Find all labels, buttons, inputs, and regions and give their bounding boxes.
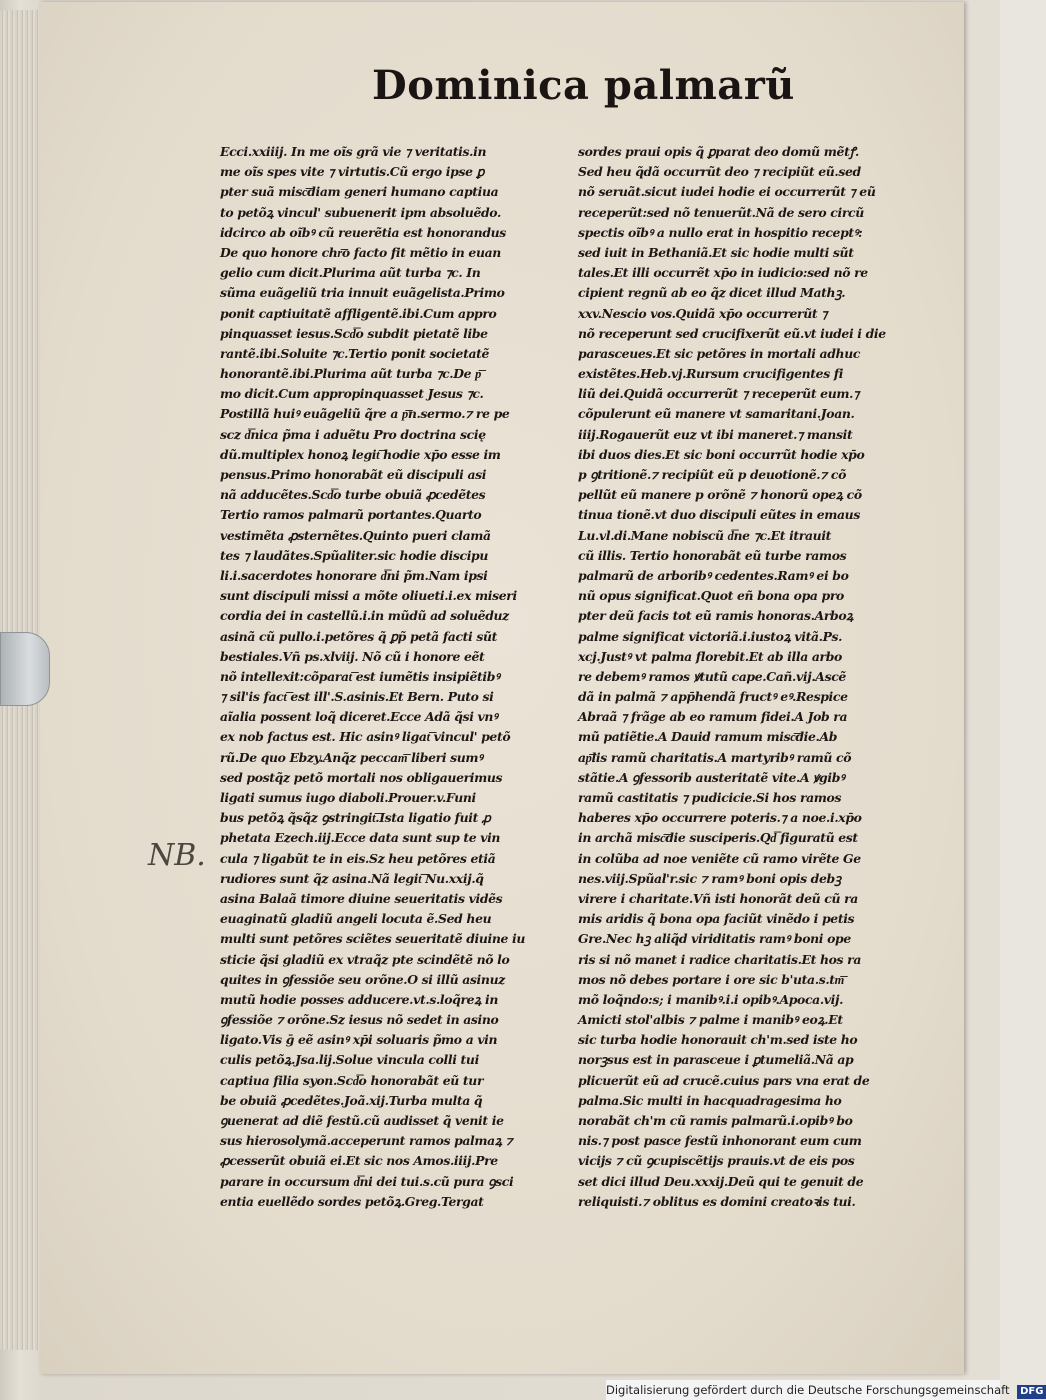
- text-line: dũ.multiplex honoꝝ legit͞ hodie xp̄o esse im: [220, 446, 501, 462]
- text-line: xcj.Justꝰ vt palma florebit.Et ab illa arbo: [578, 648, 842, 664]
- text-line: sed iuit in Bethaniã.Et sic hodie multi sũt: [578, 244, 854, 260]
- text-line: ponit captiuitatẽ affligentẽ.ibi.Cum appro: [220, 305, 497, 321]
- text-line: mos nõ debes portare i ore sic b'uta.s.tm͞: [578, 971, 844, 987]
- text-line: norꝫsus est in parasceue i ꝑtumeliã.Nã ap: [578, 1052, 854, 1068]
- text-line: Abraã ⁊ frãge ab eo ramum fidei.A Job ra: [578, 709, 848, 725]
- text-line: sunt discipuli missi a mõte oliueti.i.ex miseri: [220, 588, 517, 604]
- text-line: cũ illis. Tertio honorabãt eũ turbe ramos: [578, 547, 847, 563]
- text-line: pter deũ facis tot eũ ramis honoras.Arboꝝ: [578, 608, 854, 624]
- text-line: Amicti stol'albis ⁊ palme i manibꝰ eoꝝ.Et: [578, 1012, 843, 1028]
- text-line: pter suã misc͞diam generi humano captiua: [220, 184, 499, 200]
- left-text-column: [220, 142, 560, 1212]
- text-line: dã in palmã ⁊ app̄hendã fructꝰ eꝰ.Respice: [578, 689, 848, 705]
- right-text-column: [578, 142, 918, 1212]
- text-line: p ꝯtritionẽ.⁊ recipiũt eũ p deuotionẽ.⁊ cõ: [578, 467, 847, 482]
- text-line: aĩalia possent loq̃ diceret.Ecce Adã q̃si vnꝰ: [220, 709, 498, 725]
- text-line: nã adducẽtes.Scd͞o turbe obuiã ꝓcedẽtes: [220, 487, 486, 503]
- text-line: haberes xp̄o occurrere poteris.⁊ a noe.i.xp̄o: [578, 810, 862, 826]
- funding-notice: Digitalisierung gefördert durch die Deutsche Forschungsgemeinschaft: [606, 1383, 1010, 1397]
- text-line: stãtie.A ꝯfessorib austeritatẽ vite.A ꝟgibꝰ: [578, 769, 845, 785]
- text-line: sic turba hodie honorauit ch'm.sed iste ho: [578, 1032, 858, 1048]
- digitization-footer: [606, 1380, 1044, 1400]
- text-line: me oĩs spes vite ⁊ virtutis.Cũ ergo ipse ꝑ: [220, 164, 485, 180]
- text-line: virere i charitate.Vñ isti honorãt deũ cũ ra: [578, 890, 858, 906]
- text-line: asinã cũ pullo.i.petõres q̃ ꝑp̃ petã facti sũt: [220, 628, 498, 644]
- text-line: pellũt eũ manere p orõnẽ ⁊ honorũ opeꝝ cõ: [578, 487, 862, 503]
- text-line: nũ opus significat.Quot eñ bona opa pro: [578, 588, 844, 604]
- text-line: set dici illud Deu.xxxij.Deũ qui te genuit de: [578, 1173, 864, 1189]
- text-line: idcirco ab oĩbꝰ cũ reuerẽtia est honorandus: [220, 224, 506, 240]
- text-line: Ecci.xxiiij. In me oĩs grã vie ⁊ veritatis.in: [220, 144, 487, 159]
- text-line: nis.⁊ post pasce festũ inhonorant eum cum: [578, 1133, 862, 1149]
- text-line: cõpulerunt eũ manere vt samaritani.Joan.: [578, 406, 855, 422]
- text-line: pensus.Primo honorabãt eũ discipuli asi: [220, 467, 487, 482]
- text-line: ris si nõ manet i radice charitatis.Et hos ra: [578, 951, 862, 967]
- text-line: xxv.Nescio vos.Quidã xp̄o occurrerũt ⁊: [578, 305, 828, 321]
- text-line: tales.Et illi occurrẽt xp̄o in iudicio:sed nõ re: [578, 265, 868, 281]
- text-line: li.i.sacerdotes honorare d͞ni p̃m.Nam ipsi: [220, 567, 488, 583]
- text-line: palme significat victoriã.i.iustoꝝ vitã.Ps.: [578, 628, 843, 644]
- text-line: plicuerũt eũ ad crucẽ.cuius pars vna erat de: [578, 1072, 870, 1088]
- text-line: re debemꝰ ramos ꝟtutũ cape.Cañ.vij.Ascẽ: [578, 668, 846, 684]
- text-line: ꝯfessiõe ⁊ orõne.Sz iesus nõ sedet in asino: [220, 1012, 499, 1028]
- text-line: in colũba ad noe veniẽte cũ ramo virẽte Ge: [578, 850, 861, 866]
- text-line: ex nob factus est. Hic asinꝰ ligat͞ vincul' petõ: [220, 729, 511, 745]
- text-line: captiua filia syon.Scd͞o honorabãt eũ tur: [220, 1072, 484, 1088]
- text-line: rũ.De quo Ebzy.Anq̃z peccam͞ liberi sumꝰ: [220, 749, 483, 765]
- text-line: liũ dei.Quidã occurrerũt ⁊ receperũt eum.⁊: [578, 386, 859, 402]
- text-line: iiij.Rogauerũt euz vt ibi maneret.⁊ mansit: [578, 426, 853, 442]
- text-line: existẽtes.Heb.vj.Rursum crucifigentes fi: [578, 366, 844, 382]
- text-line: phetata Ezech.iij.Ecce data sunt sup te vin: [220, 830, 501, 846]
- text-line: ⁊ sil'is fact͞ est ill'.S.asinis.Et Bern. Puto si: [220, 689, 494, 705]
- dfg-logo: DFG: [1017, 1385, 1046, 1399]
- scanner-clip: [0, 632, 50, 706]
- text-line: be obuiã ꝓcedẽtes.Joã.xij.Turba multa q̃: [220, 1092, 483, 1108]
- text-line: mo dicit.Cum appropinquasset Jesus ⁊c.: [220, 386, 484, 402]
- text-line: multi sunt petõres sciẽtes seueritatẽ diuine iu: [220, 931, 526, 947]
- text-line: sũma euãgeliũ tria innuit euãgelista.Primo: [220, 285, 505, 301]
- text-line: palmarũ de arboribꝰ cedentes.Ramꝰ ei bo: [578, 567, 849, 583]
- text-line: parasceues.Et sic petõres in mortali adhuc: [578, 345, 861, 361]
- text-line: ligato.Vis ḡ eẽ asinꝰ xp̄i soluaris p̃mo a vin: [220, 1032, 498, 1048]
- text-line: rantẽ.ibi.Soluite ⁊c.Tertio ponit societatẽ: [220, 345, 490, 361]
- text-line: bestiales.Vñ ps.xlviij. Nõ cũ i honore eẽt: [220, 648, 485, 664]
- text-line: scz d͞nica p̃ma i aduẽtu Pro doctrina scię: [220, 426, 486, 442]
- text-line: Sed heu q̃dã occurrũt deo ⁊ recipiũt eũ.sed: [578, 164, 861, 180]
- text-line: De quo honore chr͞o facto fit mẽtio in euan: [220, 244, 501, 260]
- text-line: nõ intellexit:cõparat͞ est iumẽtis insipiẽtibꝰ: [220, 668, 500, 684]
- text-line: Postillã huiꝰ euãgeliũ q̃re a p͞n.sermo.⁊ re pe: [220, 406, 510, 422]
- text-line: Tertio ramos palmarũ portantes.Quarto: [220, 507, 482, 523]
- text-line: mõ loq̃ndo:s; i manibꝰ.i.i opibꝰ.Apoca.vij.: [578, 991, 844, 1007]
- text-line: sordes praui opis q̃ ꝑparat deo domũ mẽtꝭ.: [578, 144, 859, 159]
- text-line: Lu.vl.di.Mane nobiscũ d͞ne ⁊c.Et itrauit: [578, 527, 832, 543]
- text-line: ꝓcesserũt obuiã ei.Et sic nos Amos.iiij.Pre: [220, 1153, 498, 1169]
- text-line: mutũ hodie posses adducere.vt.s.loq̃reꝝ in: [220, 991, 498, 1007]
- text-line: rudiores sunt q̃z asina.Nã legit͞ Nu.xxij.q̃: [220, 870, 484, 886]
- text-line: nes.viij.Spũal'r.sic ⁊ ramꝰ boni opis debꝫ: [578, 870, 841, 886]
- text-line: vicijs ⁊ cũ ꝯcupiscẽtijs prauis.vt de eis pos: [578, 1153, 855, 1169]
- text-line: ꝯuenerat ad diẽ festũ.cũ audisset q̃ venit ie: [220, 1113, 504, 1128]
- text-line: Gre.Nec hꝫ aliq̃d viriditatis ramꝰ boni ope: [578, 931, 851, 947]
- text-line: sticie q̃si gladiũ ex vtraq̃z pte scindẽtẽ nõ lo: [220, 951, 510, 967]
- text-line: ibi duos dies.Et sic boni occurrũt hodie xp̄o: [578, 446, 865, 462]
- text-line: cipient regnũ ab eo q̃z dicet illud Mathꝫ.: [578, 285, 846, 301]
- text-line: entia euellẽdo sordes petõꝝ.Greg.Tergat: [220, 1193, 484, 1209]
- text-line: gelio cum dicit.Plurima aũt turba ⁊c. In: [220, 265, 481, 281]
- text-line: ap͞lis ramũ charitatis.A martyribꝰ ramũ cõ: [578, 749, 852, 765]
- text-line: nõ seruãt.sicut iudei hodie ei occurrerũt ⁊ eũ: [578, 184, 876, 200]
- text-line: tes ⁊ laudãtes.Spũaliter.sic hodie discipu: [220, 547, 489, 563]
- page-heading: Dominica palmarũ: [372, 62, 795, 109]
- text-line: ligati sumus iugo diaboli.Prouer.v.Funi: [220, 790, 476, 805]
- text-line: palma.Sic multi in hacquadragesima ho: [578, 1092, 842, 1108]
- text-line: cordia dei in castellũ.i.in mũdũ ad soluẽduz: [220, 608, 509, 624]
- text-line: vestimẽta ꝓsternẽtes.Quinto pueri clamã: [220, 527, 491, 543]
- text-line: ramũ castitatis ⁊ pudicicie.Si hos ramos: [578, 790, 842, 805]
- text-line: sus hierosolymã.acceperunt ramos palmaꝝ ⁊: [220, 1133, 513, 1149]
- text-line: parare in occursum d͞ni dei tui.s.cũ pura ꝯsci: [220, 1173, 514, 1189]
- text-line: in archã misc͞die susciperis.Qd͞ figuratũ est: [578, 830, 858, 846]
- text-line: euaginatũ gladiũ angeli locuta ẽ.Sed heu: [220, 911, 492, 927]
- text-line: honorantẽ.ibi.Plurima aũt turba ⁊c.De p͞: [220, 366, 481, 382]
- text-line: asina Balaã timore diuine seueritatis vidẽs: [220, 890, 503, 906]
- text-line: culis petõꝝ.Jsa.lij.Solue vincula colli tui: [220, 1052, 479, 1068]
- text-line: bus petõꝝ q̃sq̃z ꝯstringit͞.Ista ligatio fuit ꝓ: [220, 810, 491, 826]
- text-line: sed postq̃z petõ mortali nos obligauerimus: [220, 769, 503, 785]
- text-line: pinquasset iesus.Scd͞o subdit pietatẽ libe: [220, 325, 488, 341]
- text-line: tinua tionẽ.vt duo discipuli eũtes in emaus: [578, 507, 860, 523]
- text-line: norabãt ch'm cũ ramis palmarũ.i.opibꝰ bo: [578, 1113, 853, 1128]
- text-line: nõ receperunt sed crucifixerũt eũ.vt iudei i die: [578, 325, 886, 341]
- text-line: reliquisti.⁊ oblitus es domini creatoꝛis tui.: [578, 1193, 856, 1209]
- text-line: cula ⁊ ligabũt te in eis.Sz heu petõres etiã: [220, 850, 496, 866]
- text-line: quites in ꝯfessiõe seu orõne.O si illũ asinuz: [220, 971, 505, 987]
- text-line: spectis oĩbꝰ a nullo erat in hospitio receptꝰ:: [578, 224, 863, 240]
- text-line: mis aridis q̃ bona opa faciũt vinẽdo i petis: [578, 911, 855, 927]
- text-line: mũ patiẽtie.A Dauid ramum misc͞die.Ab: [578, 729, 838, 745]
- margin-annotation: NB.: [148, 838, 206, 873]
- text-line: to petõꝝ vincul' subuenerit ipm absoluẽdo.: [220, 204, 501, 220]
- text-line: receperũt:sed nõ tenuerũt.Nã de sero circũ: [578, 204, 864, 220]
